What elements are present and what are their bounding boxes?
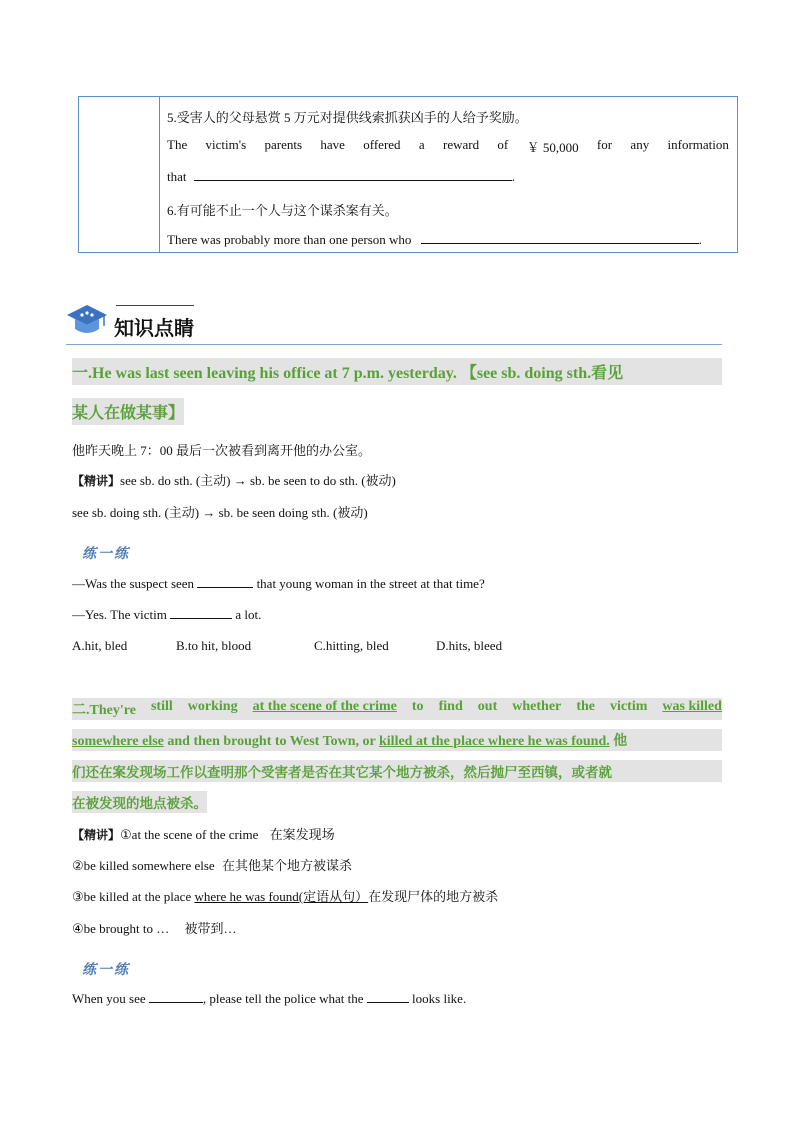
answer-blank[interactable] [197, 575, 253, 588]
item-en: be killed at the place [83, 889, 195, 904]
point1-heading [72, 358, 722, 428]
answer-blank[interactable] [367, 990, 409, 1003]
table-divider [159, 97, 160, 252]
sentence: There was probably more than one person who [167, 232, 412, 247]
point2-item2 [72, 855, 352, 874]
text: a lot. [235, 607, 262, 622]
word: of [497, 137, 509, 152]
text: looks like. [412, 991, 467, 1006]
point2-heading-line1 [72, 698, 722, 720]
option-a[interactable]: A.hit, bled [72, 638, 128, 653]
question-line1 [72, 575, 485, 592]
text: —Yes. The victim [72, 607, 167, 622]
word: information [667, 137, 729, 152]
point1-heading-line1: 一.He was last seen leaving his office at 7 p.m. yesterday. 【see sb. doing sth.看见 [72, 358, 722, 385]
point2-question [72, 990, 466, 1007]
section-title: 知识点睛 [114, 316, 194, 340]
q6-chinese: 6.有可能不止一个人与这个谋杀案有关。 [167, 203, 398, 218]
text: When you see [72, 991, 146, 1006]
item-en: at the scene of the crime [131, 827, 259, 842]
word: The [167, 137, 188, 152]
word: victim's [205, 137, 247, 152]
word: that [167, 169, 187, 184]
word: still [150, 699, 173, 714]
graduation-cap-icon [66, 302, 108, 338]
heading-rule [66, 344, 722, 345]
point1-translation: 他昨天晚上 7：00 最后一次被看到离开他的办公室。 [72, 443, 372, 458]
item-en-underlined: where he was found(定语从句） [194, 889, 369, 904]
item-cn: 在其他某个地方被谋杀 [221, 858, 352, 873]
point2-heading-line3: 们还在案发现场工作以查明那个受害者是否在其它某个地方被杀，然后抛尸至西镇，或者就 [72, 760, 722, 782]
answer-blank[interactable] [170, 606, 232, 619]
underlined-phrase: at the scene of the crime [252, 699, 397, 714]
answer-blank[interactable] [149, 990, 203, 1003]
q5-chinese: 5.受害人的父母悬赏 5 万元对提供线索抓获凶手的人给予奖励。 [167, 110, 528, 125]
word: the [576, 699, 595, 714]
option-c[interactable]: C.hitting, bled [314, 638, 389, 653]
text: and then brought to West Town, or [163, 734, 379, 749]
word: 二.They're [72, 703, 136, 718]
answer-blank[interactable] [194, 168, 512, 181]
q6-english [167, 231, 729, 248]
word: whether [512, 699, 562, 714]
word: find [438, 699, 463, 714]
heading-accent-line [116, 305, 194, 306]
item-number: ③ [72, 889, 84, 904]
word: any [630, 137, 650, 152]
rule-text: see sb. do sth. (主动) → sb. be seen to do sth. (被动) [120, 473, 396, 488]
point1-rule1 [72, 470, 396, 489]
period: . [511, 169, 515, 184]
q5-english-cont [167, 168, 729, 185]
item-number: ② [72, 858, 84, 873]
point1-heading-line2: 某人在做某事】 [72, 398, 184, 425]
exercise-table [78, 96, 738, 253]
underlined-phrase: somewhere else [72, 734, 164, 749]
period: . [698, 232, 702, 247]
option-b[interactable]: B.to hit, blood [176, 638, 252, 653]
point1-rule2: see sb. doing sth. (主动) → sb. be seen doing sth. (被动) [72, 505, 368, 520]
word: working [187, 699, 238, 714]
text: , please tell the police what the [202, 991, 364, 1006]
item-en: be brought to … [83, 921, 170, 936]
word: victim [610, 699, 648, 714]
text: —Was the suspect seen [72, 576, 195, 591]
item-cn: 在发现尸体的地方被杀 [368, 889, 499, 904]
point2-item1 [72, 824, 335, 843]
point2-item4 [72, 918, 237, 937]
word: out [477, 699, 498, 714]
q5-english [167, 137, 729, 156]
practice-label: 练一练 [82, 546, 130, 562]
word: to [411, 699, 424, 714]
item-cn: 被带到… [184, 921, 237, 936]
underlined-phrase: killed at the place where he was found. [379, 734, 610, 749]
word: ￥ 50,000 [526, 140, 579, 155]
item-number: ① [120, 827, 132, 842]
item-number: ④ [72, 921, 84, 936]
point2-heading-line2 [72, 729, 722, 751]
explain-label: 【精讲】 [72, 474, 121, 488]
option-d[interactable]: D.hits, bleed [436, 638, 503, 653]
word: have [320, 137, 345, 152]
word: a [418, 137, 425, 152]
practice-label: 练一练 [82, 962, 130, 978]
point2-item3 [72, 886, 498, 905]
word: parents [264, 137, 303, 152]
item-cn: 在案发现场 [269, 827, 335, 842]
section-heading [66, 300, 722, 345]
answer-blank[interactable] [421, 231, 699, 244]
point2-heading-line4: 在被发现的地点被杀。 [72, 791, 207, 813]
question-line2 [72, 606, 261, 623]
text: 他 [609, 734, 628, 749]
word: for [596, 137, 613, 152]
word: offered [363, 137, 401, 152]
underlined-phrase: was killed [662, 699, 722, 714]
text: that young woman in the street at that time? [256, 576, 485, 591]
item-en: be killed somewhere else [83, 858, 215, 873]
point2-heading [72, 698, 722, 818]
word: reward [442, 137, 480, 152]
explain-label: 【精讲】 [72, 828, 121, 842]
